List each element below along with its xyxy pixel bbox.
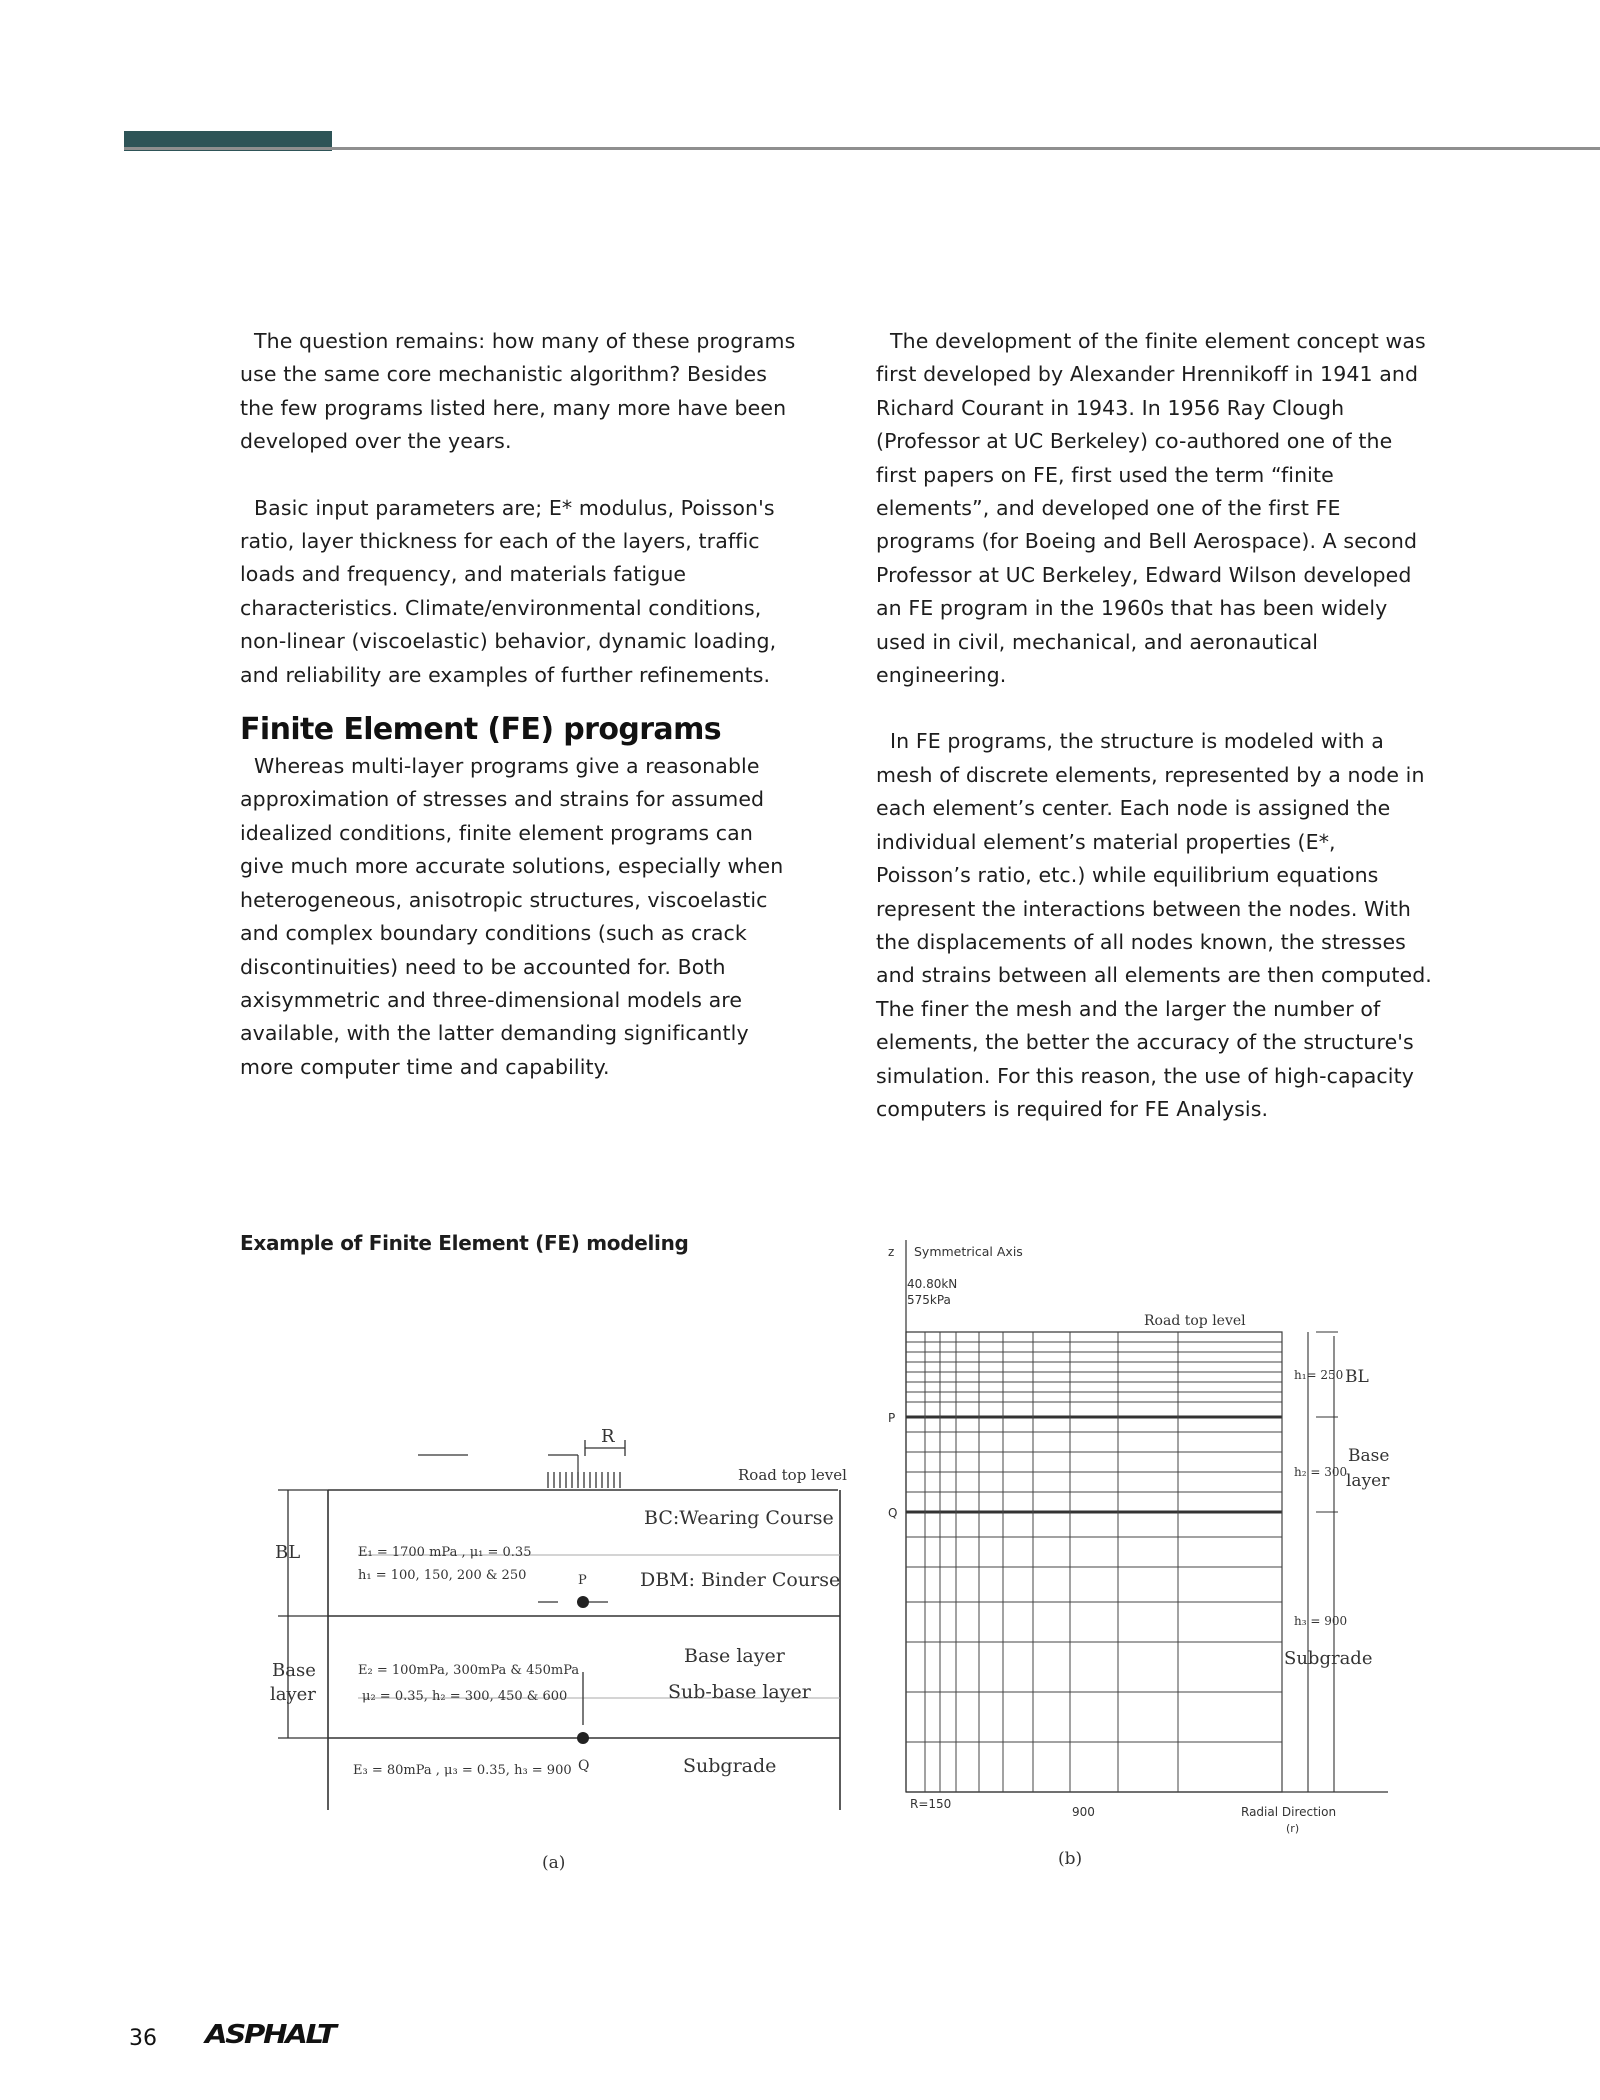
fig-b-bl: BL bbox=[1345, 1367, 1369, 1387]
fig-b-q: Q bbox=[888, 1506, 898, 1520]
fig-b-load-kn: 40.80kN bbox=[907, 1277, 958, 1291]
fig-b-subgrade: Subgrade bbox=[1284, 1648, 1373, 1669]
section-title: Finite Element (FE) programs bbox=[240, 712, 721, 748]
fig-a-bl: BL bbox=[275, 1542, 301, 1563]
fig-a-label: (a) bbox=[542, 1853, 566, 1873]
fig-a-h1: h₁ = 100, 150, 200 & 250 bbox=[358, 1568, 527, 1583]
fig-a-radius-label: R bbox=[601, 1426, 615, 1447]
point-p-marker bbox=[577, 1596, 589, 1608]
left-paragraph-1: The question remains: how many of these programs use the same core mechanistic algorithm? Besides the few programs listed here, many more have been developed over the years. bbox=[240, 329, 796, 454]
fig-b-radial-2: (r) bbox=[1286, 1822, 1300, 1835]
fig-a-base-2: layer bbox=[270, 1684, 316, 1705]
mesh-horizontals bbox=[906, 1342, 1282, 1742]
fig-a-subbase: Sub-base layer bbox=[668, 1681, 811, 1703]
point-q-marker bbox=[577, 1732, 589, 1744]
fig-b-w900: 900 bbox=[1072, 1805, 1095, 1819]
left-paragraph-3: Whereas multi-layer programs give a reasonable approximation of stresses and strains for assumed idealized conditions, finite element programs can give much more accurate solutions, especially when heterogeneous, anisotropic structures, viscoelastic and complex boundary conditions (such as crack discontinuities) need to be accounted for. Both axisymmetric and three-dimensional models are available, with the latter demanding significantly more computer time and capability. bbox=[240, 754, 784, 1079]
fig-a-wearing: BC:Wearing Course bbox=[644, 1507, 834, 1529]
fig-b-road-top: Road top level bbox=[1144, 1313, 1246, 1329]
fig-a-road-top: Road top level bbox=[738, 1466, 847, 1484]
fig-b-base-1: Base bbox=[1348, 1446, 1390, 1466]
right-paragraph-1: The development of the finite element concept was first developed by Alexander Hrennikoff in 1941 and Richard Courant in 1943. In 1956 Ray Clough (Professor at UC Berkeley) co-authored one of the first papers on FE, first used the term “finite elements”, and developed one of the first FE programs (for Boeing and Bell Aerospace). A second Professor at UC Berkeley, Edward Wilson developed an FE program in the 1960s that has been widely used in civil, mechanical, and aeronautical engineering. bbox=[876, 329, 1426, 688]
left-column bbox=[240, 325, 800, 1084]
fig-b-h2: h₂ = 300 bbox=[1294, 1465, 1348, 1479]
right-paragraph-2: In FE programs, the structure is modeled with a mesh of discrete elements, represented by a node in each element’s center. Each node is assigned the individual element’s material properties (E*, Poisson’s ratio, etc.) while equilibrium equations represent the interactions between the nodes. With the displacements of all nodes known, the stresses and strains between all elements are then computed. The finer the mesh and the larger the number of elements, the better the accuracy of the structure's simulation. For this reason, the use of high-capacity computers is required for FE Analysis. bbox=[876, 729, 1432, 1121]
fig-a-binder: DBM: Binder Course bbox=[640, 1569, 841, 1591]
fig-a-e2: E₂ = 100mPa, 300mPa & 450mPa bbox=[358, 1663, 580, 1678]
right-column bbox=[876, 325, 1436, 1126]
figure-caption: Example of Finite Element (FE) modeling bbox=[240, 1231, 689, 1255]
mesh-verticals bbox=[925, 1332, 1282, 1792]
fig-b-h3: h₃ = 900 bbox=[1294, 1614, 1348, 1628]
fig-b-z: z bbox=[888, 1245, 895, 1259]
fig-a-e1: E₁ = 1700 mPa , μ₁ = 0.35 bbox=[358, 1545, 532, 1560]
fig-b-label: (b) bbox=[1058, 1849, 1083, 1869]
magazine-logo: ASPHALT bbox=[205, 2020, 335, 2050]
fig-b-radial-1: Radial Direction bbox=[1241, 1805, 1337, 1819]
figure-a-layer-diagram bbox=[258, 1420, 858, 1900]
page-number: 36 bbox=[129, 2026, 157, 2051]
fig-b-load-kpa: 575kPa bbox=[907, 1293, 951, 1307]
figure-b-fe-mesh bbox=[868, 1232, 1408, 1872]
fig-b-sym-axis: Symmetrical Axis bbox=[914, 1244, 1023, 1259]
fig-a-p: P bbox=[578, 1573, 587, 1588]
fig-a-subgrade: Subgrade bbox=[683, 1755, 777, 1777]
fig-b-h1: h₁= 250 bbox=[1294, 1368, 1344, 1382]
fig-a-e3: E₃ = 80mPa , μ₃ = 0.35, h₃ = 900 bbox=[353, 1763, 572, 1778]
fig-b-p: P bbox=[888, 1411, 896, 1425]
left-paragraph-2: Basic input parameters are; E* modulus, Poisson's ratio, layer thickness for each of the layers, traffic loads and frequency, and materials fatigue characteristics. Climate/environmental conditions, non-linear (viscoelastic) behavior, dynamic loading, and reliability are examples of further refinements. bbox=[240, 495, 777, 687]
header-rule bbox=[124, 147, 1600, 150]
fig-b-r150: R=150 bbox=[910, 1797, 952, 1811]
fig-a-base-1: Base bbox=[272, 1660, 316, 1681]
fig-a-q: Q bbox=[578, 1758, 590, 1774]
fig-a-mu2: μ₂ = 0.35, h₂ = 300, 450 & 600 bbox=[362, 1689, 568, 1704]
fig-a-base-layer: Base layer bbox=[684, 1645, 785, 1667]
fig-b-base-2: layer bbox=[1346, 1471, 1390, 1491]
